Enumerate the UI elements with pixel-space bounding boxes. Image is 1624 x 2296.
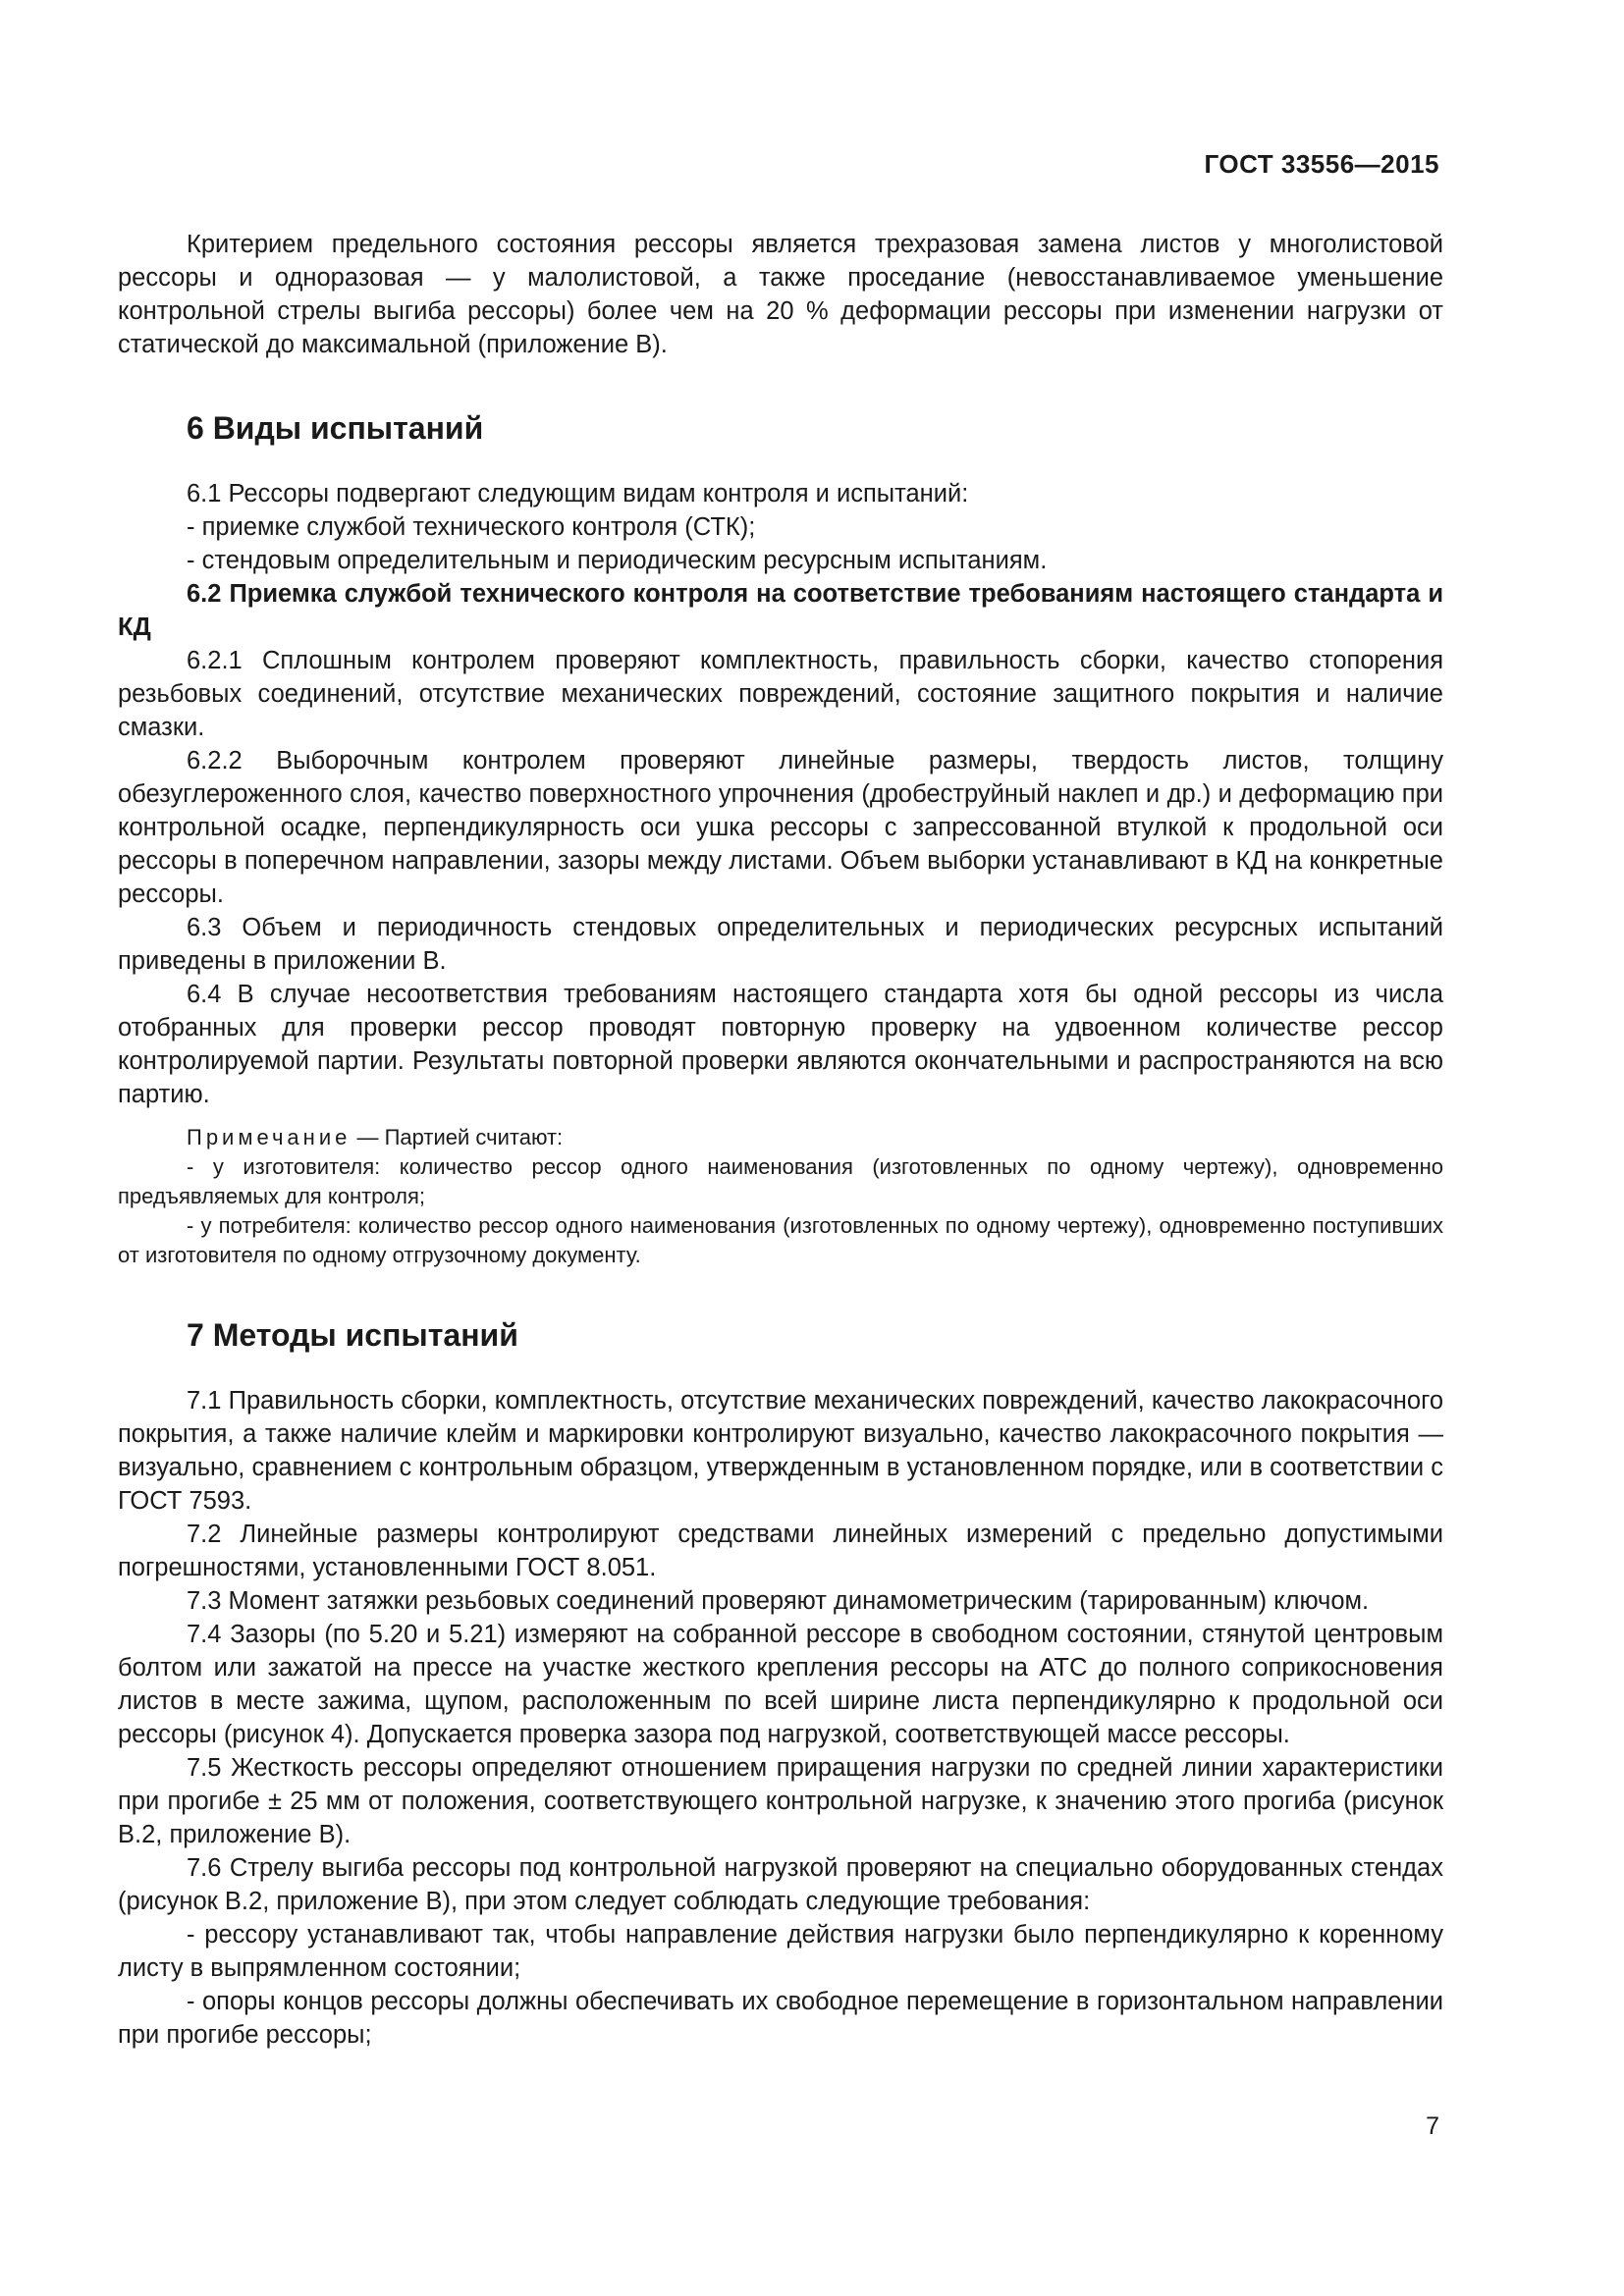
note-item-manufacturer: - у изготовителя: количество рессор одного наименования (изготовленных по одному чертежу), одновременно предъявляемых для контроля; (118, 1154, 1443, 1208)
note-label: Примечание (187, 1125, 352, 1149)
paragraph-6-3: 6.3 Объем и периодичность стендовых определительных и периодических ресурсных испытаний приведены в приложении В. (118, 914, 1443, 975)
section-6-heading: 6 Виды испытаний (187, 410, 484, 446)
list-item-end-supports: - опоры концов рессоры должны обеспечивать их свободное перемещение в горизонтальном направлении при прогибе рессоры; (118, 1988, 1443, 2049)
page-content (118, 228, 1443, 2052)
paragraph-7-3: 7.3 Момент затяжки резьбовых соединений проверяют динамометрическим (тарированным) ключом. (187, 1587, 1370, 1615)
note-item-consumer: - у потребителя: количество рессор одного наименования (изготовленных по одному чертежу), одновременно поступивших от изготовителя по одному отгрузочному документу. (118, 1213, 1443, 1267)
list-item-spring-mounting: - рессору устанавливают так, чтобы направление действия нагрузки было перпендикулярно к коренному листу в выпрямленном состоянии; (118, 1921, 1443, 1982)
paragraph-7-1: 7.1 Правильность сборки, комплектность, отсутствие механических повреждений, качество лакокрасочного покрытия, а также наличие клейм и маркировки контролируют визуально, качество лакокрасочного покрытия — визуально, сравнением с контрольным образцом, утвержденным в установленном порядке, или в соответствии с ГОСТ 7593. (118, 1387, 1443, 1515)
paragraph-6-4: 6.4 В случае несоответствия требованиям настоящего стандарта хотя бы одной рессоры из числа отобранных для проверки рессор проводят повторную проверку на удвоенном количестве рессор контролируемой партии. Результаты повторной проверки являются окончательными и распространяются на всю партию. (118, 981, 1443, 1108)
list-item-stk: - приемке службой технического контроля (СТК); (187, 513, 756, 541)
paragraph-7-2: 7.2 Линейные размеры контролируют средствами линейных измерений с предельно допустимыми погрешностями, установленными ГОСТ 8.051. (118, 1521, 1443, 1581)
page-number: 7 (1426, 2112, 1439, 2140)
paragraph-6-1: 6.1 Рессоры подвергают следующим видам контроля и испытаний: (187, 480, 969, 507)
note-intro-text: — Партией считают: (351, 1125, 564, 1149)
paragraph-7-4: 7.4 Зазоры (по 5.20 и 5.21) измеряют на собранной рессоре в свободном состоянии, стянутой центровым болтом или зажатой на прессе на участке жесткого крепления рессоры на АТС до полного соприкосновения листов в месте зажима, щупом, расположенным по всей ширине листа перпендикулярно к продольной оси рессоры (рисунок 4). Допускается проверка зазора под нагрузкой, соответствующей массе рессоры. (118, 1621, 1443, 1748)
section-7-heading: 7 Методы испытаний (187, 1317, 518, 1353)
note-intro-line (118, 1123, 1443, 1152)
paragraph-7-5: 7.5 Жесткость рессоры определяют отношением приращения нагрузки по средней линии характеристики при прогибе ± 25 мм от положения, соответствующего контрольной нагрузке, к значению этого прогиба (рисунок В.2, приложение В). (118, 1754, 1443, 1848)
note-block (118, 1123, 1443, 1270)
list-item-bench-tests: - стендовым определительным и периодическим ресурсным испытаниям. (187, 547, 1048, 574)
intro-paragraph: Критерием предельного состояния рессоры является трехразовая замена листов у многолистовой рессоры и одноразовая — у малолистовой, а также проседание (невосстанавливаемое уменьшение контрольной стрелы выгиба рессоры) более чем на 20 % деформации рессоры при изменении нагрузки от статической до максимальной (приложение В). (118, 231, 1443, 358)
standard-code-header: ГОСТ 33556—2015 (1204, 149, 1439, 179)
paragraph-6-2: 6.2 Приемка службой технического контроля на соответствие требованиям настоящего стандарта и КД (118, 580, 1443, 641)
paragraph-6-2-1: 6.2.1 Сплошным контролем проверяют комплектность, правильность сборки, качество стопорения резьбовых соединений, отсутствие механических повреждений, состояние защитного покрытия и наличие смазки. (118, 647, 1443, 741)
paragraph-7-6: 7.6 Стрелу выгиба рессоры под контрольной нагрузкой проверяют на специально оборудованных стендах (рисунок В.2, приложение В), при этом следует соблюдать следующие требования: (118, 1854, 1443, 1915)
paragraph-6-2-2: 6.2.2 Выборочным контролем проверяют линейные размеры, твердость листов, толщину обезуглероженного слоя, качество поверхностного упрочнения (дробеструйный наклеп и др.) и деформацию при контрольной осадке, перпендикулярность оси ушка рессоры с запрессованной втулкой к продольной оси рессоры в поперечном направлении, зазоры между листами. Объем выборки устанавливают в КД на конкретные рессоры. (118, 747, 1443, 908)
